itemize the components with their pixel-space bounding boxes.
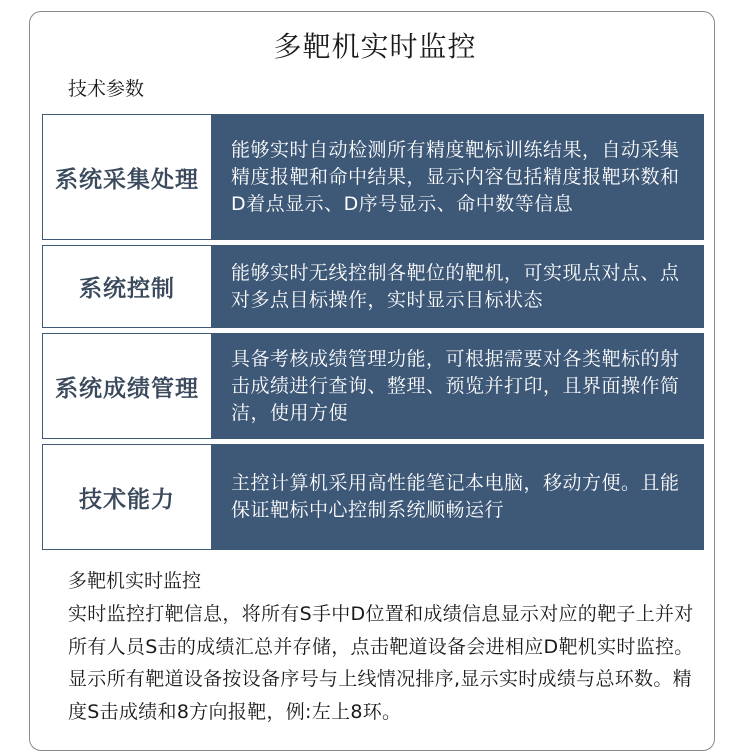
spec-description: 能够实时自动检测所有精度靶标训练结果，自动采集精度报靶和命中结果，显示内容包括精度报靶环数和D着点显示、D序号显示、命中数等信息 [211,114,704,240]
spec-label: 技术能力 [42,444,211,550]
subtitle: 技术参数 [68,78,145,100]
spec-description: 能够实时无线控制各靶位的靶机，可实现点对点、点对多点目标操作，实时显示目标状态 [211,245,704,328]
spec-description: 主控计算机采用高性能笔记本电脑，移动方便。且能保证靶标中心控制系统顺畅运行 [211,444,704,550]
spec-row [42,444,704,550]
spec-label: 系统采集处理 [42,114,211,240]
spec-row [42,333,704,439]
spec-description: 具备考核成绩管理功能，可根据需要对各类靶标的射击成绩进行查询、整理、预览并打印，且界面操作简洁，使用方便 [211,333,704,439]
spec-label: 系统控制 [42,245,211,328]
spec-label: 系统成绩管理 [42,333,211,439]
spec-row [42,245,704,328]
page-title: 多靶机实时监控 [273,30,477,63]
section-title: 多靶机实时监控 [68,570,202,592]
spec-row [42,114,704,240]
section-body: 实时监控打靶信息，将所有S手中D位置和成绩信息显示对应的靶子上并对所有人员S击的成绩汇总并存储，点击靶道设备会进相应D靶机实时监控。显示所有靶道设备按设备序号与上线情况排序,显示实时成绩与总环数。精度S击成绩和8方向报靶，例:左上8环。 [68,603,694,723]
